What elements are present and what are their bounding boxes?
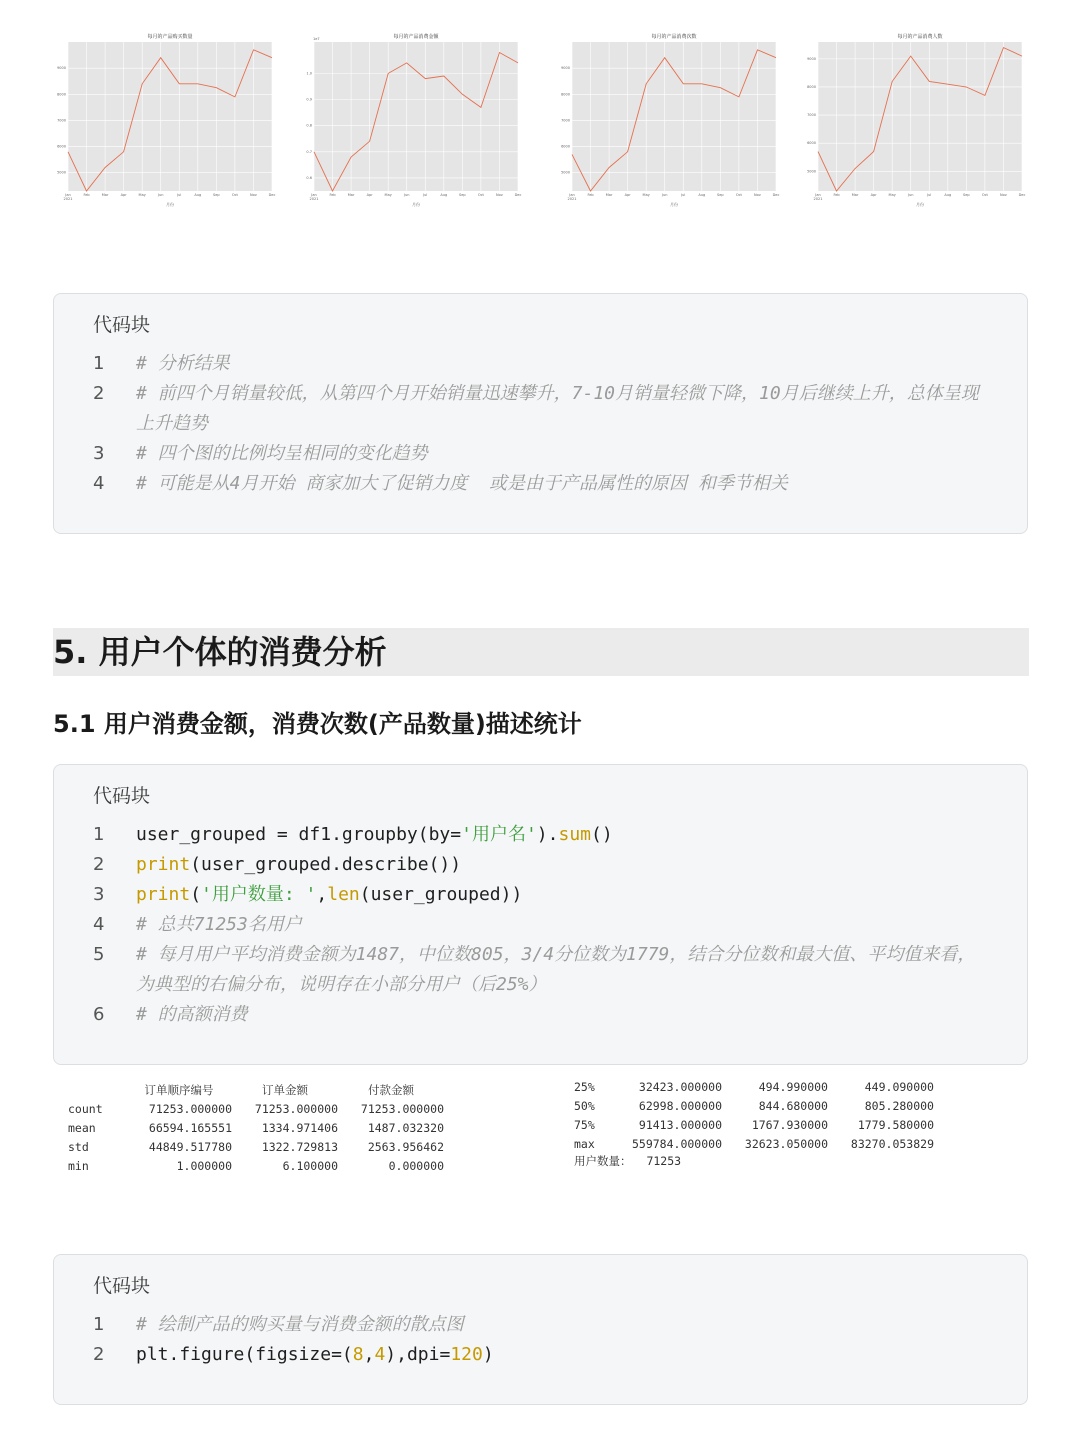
x-tick-label: Jul: [927, 193, 932, 197]
axis-offset-label: 1e7: [313, 37, 320, 41]
x-tick-label: Aug: [194, 193, 202, 197]
code-line: 4 # 可能是从4月开始 商家加大了促销力度 或是由于产品属性的原因 和季节相关: [93, 473, 788, 494]
x-tick-label: Nov: [1000, 193, 1007, 197]
chart-svg: [298, 28, 530, 218]
x-tick-label: Jan: [65, 193, 71, 197]
x-tick-label: Apr: [624, 193, 631, 197]
x-tick-label: Apr: [366, 193, 373, 197]
describe-output-right: [574, 1077, 934, 1169]
code-block-describe: [53, 764, 1028, 1065]
x-tick-label: Sep: [213, 193, 220, 197]
y-tick-label: 8000: [57, 92, 66, 97]
x-tick-label: Nov: [496, 193, 503, 197]
x-axis-label: 月份: [916, 202, 924, 207]
x-tick-label: Jul: [177, 193, 182, 197]
x-year-label: 2021: [309, 197, 319, 201]
x-tick-label: Nov: [250, 193, 257, 197]
x-tick-label: Feb: [329, 193, 336, 197]
x-tick-label: Jun: [157, 193, 164, 197]
x-year-label: 2021: [63, 197, 73, 201]
code-block-label: 代码块: [93, 314, 151, 336]
code-text: print('用户数量: ',len(user_grouped)): [136, 884, 523, 905]
user-count-value: 71253: [646, 1154, 682, 1168]
y-tick-label: 0.7: [306, 149, 312, 154]
column-header: 订单顺序编号: [144, 1082, 214, 1097]
x-tick-label: Sep: [459, 193, 466, 197]
code-line: 2 plt.figure(figsize=(8,4),dpi=120): [54, 1340, 1027, 1370]
user-count-label: 用户数量：: [574, 1154, 632, 1168]
x-tick-label: Dec: [1018, 193, 1026, 197]
plot-area: [572, 42, 776, 191]
plot-area: [818, 42, 1022, 191]
y-tick-label: 6000: [807, 141, 816, 146]
y-tick-label: 0.8: [306, 123, 312, 128]
x-axis-label: 月份: [412, 202, 420, 207]
x-tick-label: Mar: [347, 193, 355, 197]
code-line: 1 # 分析结果: [93, 353, 230, 374]
section-heading: 5. 用户个体的消费分析: [53, 628, 1029, 676]
code-text: user_grouped = df1.groupby(by='用户名').sum(): [136, 824, 613, 845]
table-row: count 71253.000000 71253.000000 71253.000000: [68, 1101, 444, 1116]
code-block-label: 代码块: [93, 1275, 151, 1297]
x-tick-label: Mar: [605, 193, 613, 197]
x-tick-label: Dec: [514, 193, 522, 197]
code-line: 1 user_grouped = df1.groupby(by='用户名').sum(): [54, 820, 1027, 850]
y-tick-label: 7000: [57, 118, 66, 123]
x-year-label: 2021: [813, 197, 823, 201]
y-tick-label: 7000: [561, 118, 570, 123]
chart-title: 每月的产品消费次数: [651, 34, 697, 40]
code-line: 3 # 四个图的比例均呈相同的变化趋势: [93, 443, 428, 464]
code-block-label: 代码块: [93, 785, 151, 807]
x-tick-label: May: [384, 193, 392, 197]
x-tick-label: May: [888, 193, 896, 197]
y-tick-label: 5000: [561, 170, 570, 175]
x-tick-label: Aug: [440, 193, 448, 197]
x-tick-label: May: [138, 193, 146, 197]
chart-svg: [556, 28, 788, 218]
y-tick-label: 1.0: [306, 71, 312, 76]
code-line: 5 # 每月用户平均消费金额为1487，中位数805，3/4分位数为1779，结合分位数和最大值、平均值来看，为典型的右偏分布，说明存在小部分用户（后25%）: [93, 944, 976, 995]
chart-svg: [52, 28, 284, 218]
x-tick-label: Feb: [587, 193, 594, 197]
describe-output-left: [68, 1080, 444, 1175]
chart-consumption-amount: [298, 28, 530, 218]
y-tick-label: 0.6: [306, 175, 312, 180]
table-row: mean 66594.165551 1334.971406 1487.032320: [68, 1120, 444, 1135]
y-tick-label: 6000: [57, 144, 66, 149]
user-count-output: [574, 1153, 934, 1169]
code-block-scatter: [53, 1254, 1028, 1405]
y-tick-label: 0.9: [306, 97, 312, 102]
x-tick-label: Aug: [944, 193, 952, 197]
code-text: plt.figure(figsize=(8,4),dpi=120): [136, 1344, 494, 1365]
x-tick-label: May: [642, 193, 650, 197]
x-tick-label: Jun: [907, 193, 914, 197]
x-tick-label: Jan: [815, 193, 821, 197]
code-line: 4 # 总共71253名用户: [93, 914, 302, 935]
y-tick-label: 6000: [561, 144, 570, 149]
y-tick-label: 5000: [57, 170, 66, 175]
x-tick-label: Mar: [851, 193, 859, 197]
chart-purchase-count: [52, 28, 284, 218]
x-tick-label: Apr: [120, 193, 127, 197]
x-tick-label: Jun: [403, 193, 410, 197]
x-tick-label: Jul: [681, 193, 686, 197]
y-tick-label: 8000: [807, 84, 816, 89]
x-tick-label: Feb: [833, 193, 840, 197]
x-tick-label: Sep: [963, 193, 970, 197]
code-block-analysis: [53, 293, 1028, 534]
x-tick-label: Nov: [754, 193, 761, 197]
code-line: 2 # 前四个月销量较低，从第四个月开始销量迅速攀升，7-10月销量轻微下降，10月后继续上升，总体呈现上升趋势: [93, 383, 979, 434]
y-tick-label: 9000: [807, 56, 816, 61]
x-tick-label: Aug: [698, 193, 706, 197]
x-year-label: 2021: [567, 197, 577, 201]
code-line: 1 # 绘制产品的购买量与消费金额的散点图: [93, 1314, 464, 1335]
x-tick-label: Dec: [268, 193, 276, 197]
y-tick-label: 9000: [561, 66, 570, 71]
x-tick-label: Oct: [735, 193, 742, 197]
code-line: 3 print('用户数量: ',len(user_grouped)): [54, 880, 1027, 910]
table-row: 50% 62998.000000 844.680000 805.280000: [574, 1098, 934, 1113]
code-line: 6 # 的高额消费: [93, 1004, 248, 1025]
x-tick-label: Sep: [717, 193, 724, 197]
table-row: std 44849.517780 1322.729813 2563.956462: [68, 1139, 444, 1154]
x-axis-label: 月份: [670, 202, 678, 207]
x-tick-label: Oct: [231, 193, 238, 197]
y-tick-label: 9000: [57, 66, 66, 71]
table-row: max 559784.000000 32623.050000 83270.053829: [574, 1136, 934, 1151]
chart-consumer-count: [802, 28, 1034, 218]
code-text: print(user_grouped.describe()): [136, 854, 462, 875]
x-tick-label: Feb: [83, 193, 90, 197]
subsection-heading: 5.1 用户消费金额，消费次数(产品数量)描述统计: [53, 710, 582, 738]
x-tick-label: Jul: [423, 193, 428, 197]
plot-area: [68, 42, 272, 191]
x-tick-label: Jan: [311, 193, 317, 197]
x-axis-label: 月份: [166, 202, 174, 207]
x-tick-label: Mar: [101, 193, 109, 197]
code-line: 2 print(user_grouped.describe()): [54, 850, 1027, 880]
chart-svg: [802, 28, 1034, 218]
x-tick-label: Dec: [772, 193, 780, 197]
x-tick-label: Apr: [870, 193, 877, 197]
chart-title: 每月的产品购买数量: [147, 34, 193, 40]
column-header: 付款金额: [368, 1082, 414, 1097]
column-header: 订单金额: [262, 1082, 308, 1097]
chart-title: 每月的产品消费人数: [897, 34, 943, 40]
x-tick-label: Jun: [661, 193, 668, 197]
y-tick-label: 8000: [561, 92, 570, 97]
x-tick-label: Oct: [477, 193, 484, 197]
chart-title: 每月的产品消费金额: [393, 34, 439, 40]
table-row: min 1.000000 6.100000 0.000000: [68, 1158, 444, 1173]
y-tick-label: 7000: [807, 113, 816, 118]
x-tick-label: Oct: [981, 193, 988, 197]
table-row: 75% 91413.000000 1767.930000 1779.580000: [574, 1117, 934, 1132]
x-tick-label: Jan: [569, 193, 575, 197]
chart-consumption-times: [556, 28, 788, 218]
y-tick-label: 5000: [807, 169, 816, 174]
table-row: 25% 32423.000000 494.990000 449.090000: [574, 1079, 934, 1094]
